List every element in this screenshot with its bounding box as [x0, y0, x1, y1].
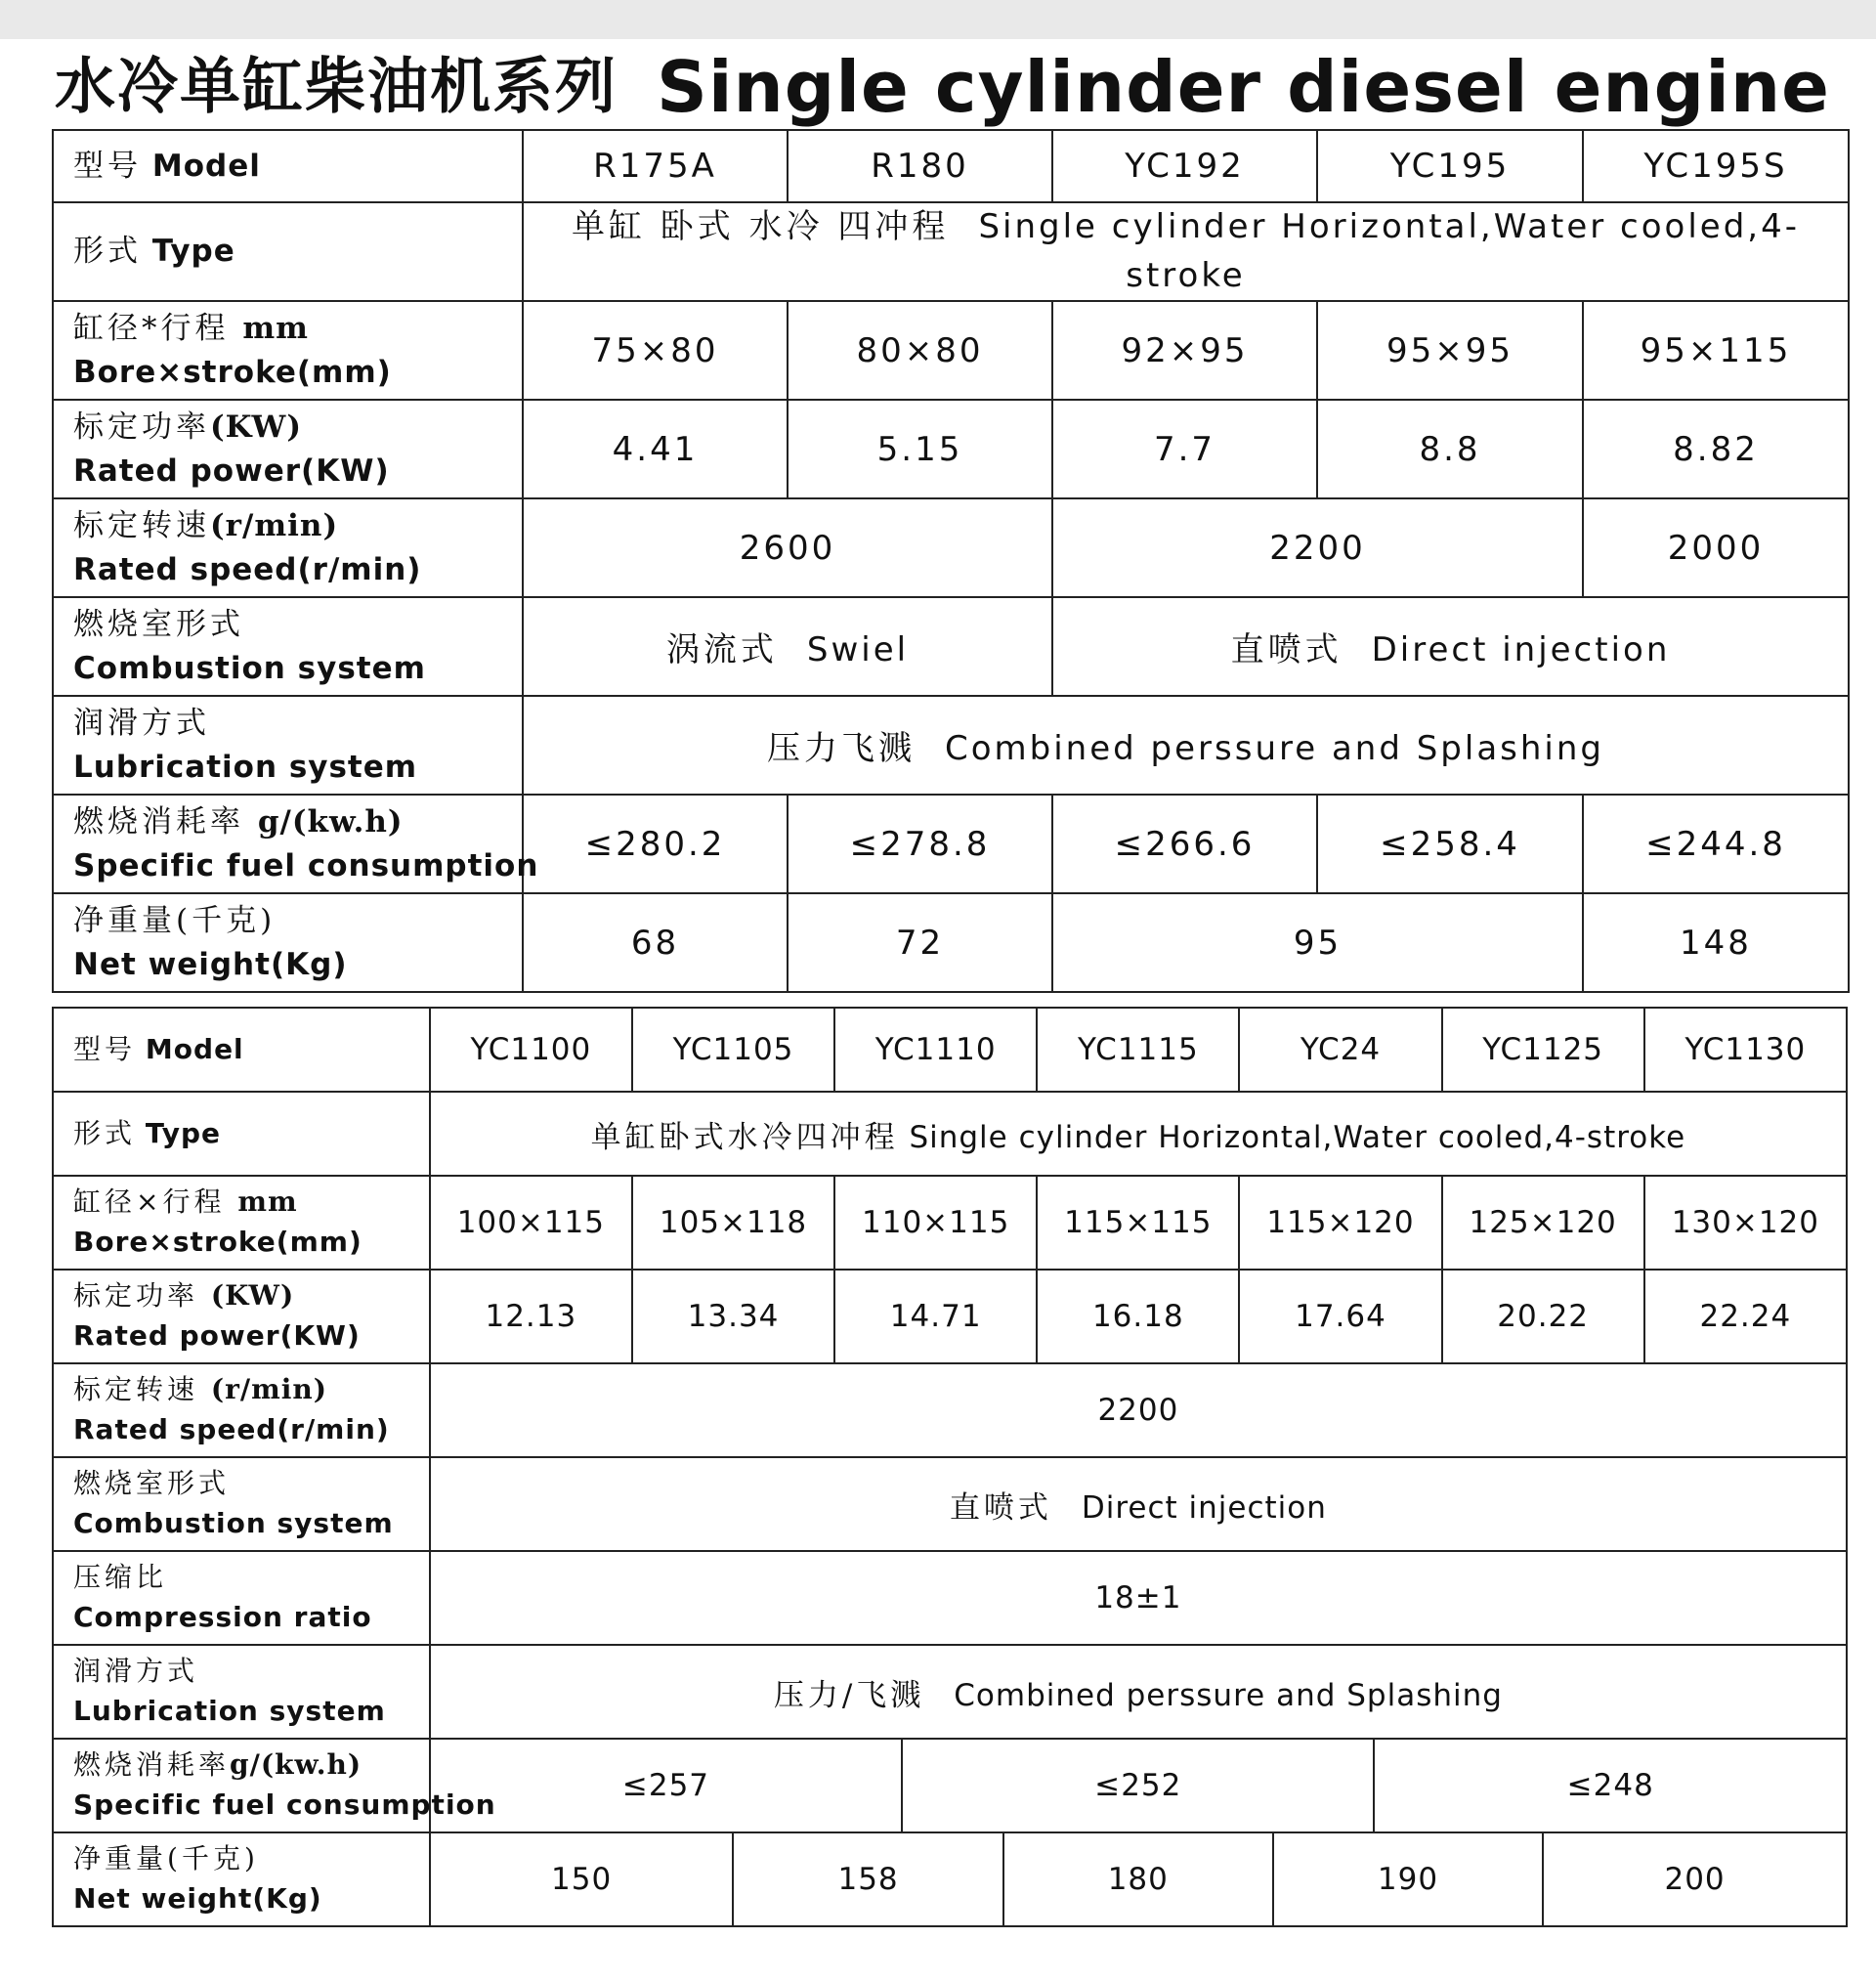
- combustion-cell: 直喷式 Direct injection: [430, 1457, 1847, 1551]
- power-cell: 4.41: [523, 400, 788, 498]
- model-cell: YC1110: [834, 1008, 1037, 1092]
- power-cell: 14.71: [834, 1270, 1037, 1363]
- fuel-cell: ≤248: [1374, 1739, 1847, 1832]
- table-row-bore: [53, 301, 1849, 400]
- power-cell: 17.64: [1239, 1270, 1441, 1363]
- table-row-lubrication: [53, 696, 1849, 795]
- row-label-type: 形式 Type: [53, 1092, 430, 1176]
- power-cell: 13.34: [632, 1270, 834, 1363]
- model-cell: YC195S: [1583, 130, 1849, 202]
- bore-cell: 115×115: [1037, 1176, 1239, 1270]
- model-cell: YC192: [1052, 130, 1317, 202]
- table-row-speed: [53, 1363, 1847, 1457]
- row-label-type: 形式 Type: [53, 202, 523, 301]
- bore-cell: 105×118: [632, 1176, 834, 1270]
- table-row-weight: [53, 893, 1849, 992]
- table-row-weight: [53, 1832, 1847, 1926]
- fuel-cell: ≤280.2: [523, 795, 788, 893]
- power-cell: 22.24: [1644, 1270, 1847, 1363]
- speed-cell: 2200: [1052, 498, 1583, 597]
- speed-cell: 2000: [1583, 498, 1849, 597]
- table-row-fuel: [53, 1739, 1847, 1832]
- fuel-cell: ≤266.6: [1052, 795, 1317, 893]
- bore-cell: 130×120: [1644, 1176, 1847, 1270]
- table-row-speed: [53, 498, 1849, 597]
- table-row-model: [53, 1008, 1847, 1092]
- table-row-compression: [53, 1551, 1847, 1645]
- title-cn: 水冷单缸柴油机系列: [55, 50, 618, 122]
- model-cell: YC1100: [430, 1008, 632, 1092]
- table-row-type: [53, 1092, 1847, 1176]
- bore-cell: 95×115: [1583, 301, 1849, 400]
- table-row-combustion: [53, 1457, 1847, 1551]
- page-title: [55, 37, 1830, 135]
- type-value: 单缸卧式水冷四冲程 Single cylinder Horizontal,Water cooled,4-stroke: [430, 1092, 1847, 1176]
- table-row-lubrication: [53, 1645, 1847, 1739]
- row-label-bore: 缸径×行程 mm Bore×stroke(mm): [53, 1176, 430, 1270]
- model-cell: R180: [788, 130, 1052, 202]
- weight-cell: 200: [1543, 1832, 1847, 1926]
- bore-cell: 95×95: [1317, 301, 1583, 400]
- spec-table-1: [52, 129, 1850, 993]
- row-label-lubrication: 润滑方式 Lubrication system: [53, 1645, 430, 1739]
- model-cell: R175A: [523, 130, 788, 202]
- model-cell: YC1105: [632, 1008, 834, 1092]
- weight-cell: 150: [430, 1832, 734, 1926]
- speed-cell: 2600: [523, 498, 1052, 597]
- row-label-combustion: 燃烧室形式 Combustion system: [53, 597, 523, 696]
- combustion-cell: 直喷式 Direct injection: [1052, 597, 1849, 696]
- fuel-cell: ≤252: [902, 1739, 1374, 1832]
- table-row-combustion: [53, 597, 1849, 696]
- bore-cell: 115×120: [1239, 1176, 1441, 1270]
- power-cell: 16.18: [1037, 1270, 1239, 1363]
- model-cell: YC1125: [1442, 1008, 1644, 1092]
- type-value: 单缸 卧式 水冷 四冲程 Single cylinder Horizontal,Water cooled,4-stroke: [523, 202, 1849, 301]
- row-label-weight: 净重量(千克) Net weight(Kg): [53, 1832, 430, 1926]
- spec-table-2: [52, 1007, 1848, 1927]
- row-label-combustion: 燃烧室形式 Combustion system: [53, 1457, 430, 1551]
- weight-cell: 148: [1583, 893, 1849, 992]
- bore-cell: 100×115: [430, 1176, 632, 1270]
- model-cell: YC1130: [1644, 1008, 1847, 1092]
- row-label-model: 型号 Model: [53, 1008, 430, 1092]
- row-label-speed: 标定转速(r/min) Rated speed(r/min): [53, 498, 523, 597]
- speed-cell: 2200: [430, 1363, 1847, 1457]
- bore-cell: 125×120: [1442, 1176, 1644, 1270]
- power-cell: 12.13: [430, 1270, 632, 1363]
- row-label-speed: 标定转速 (r/min) Rated speed(r/min): [53, 1363, 430, 1457]
- table-row-type: [53, 202, 1849, 301]
- row-label-power: 标定功率(KW) Rated power(KW): [53, 400, 523, 498]
- table-row-power: [53, 1270, 1847, 1363]
- row-label-weight: 净重量(千克) Net weight(Kg): [53, 893, 523, 992]
- table-row-model: [53, 130, 1849, 202]
- model-cell: YC195: [1317, 130, 1583, 202]
- weight-cell: 158: [733, 1832, 1002, 1926]
- row-label-model: 型号 Model: [53, 130, 523, 202]
- bore-cell: 75×80: [523, 301, 788, 400]
- table-row-power: [53, 400, 1849, 498]
- combustion-cell: 涡流式 Swiel: [523, 597, 1052, 696]
- fuel-cell: ≤257: [430, 1739, 902, 1832]
- row-label-compression: 压缩比 Compression ratio: [53, 1551, 430, 1645]
- compression-cell: 18±1: [430, 1551, 1847, 1645]
- fuel-cell: ≤244.8: [1583, 795, 1849, 893]
- lubrication-cell: 压力/飞溅 Combined perssure and Splashing: [430, 1645, 1847, 1739]
- lubrication-cell: 压力飞溅 Combined perssure and Splashing: [523, 696, 1849, 795]
- model-cell: YC1115: [1037, 1008, 1239, 1092]
- table-row-fuel: [53, 795, 1849, 893]
- title-en: Single cylinder diesel engine: [657, 45, 1830, 128]
- row-label-lubrication: 润滑方式 Lubrication system: [53, 696, 523, 795]
- power-cell: 8.82: [1583, 400, 1849, 498]
- bore-cell: 110×115: [834, 1176, 1037, 1270]
- row-label-power: 标定功率 (KW) Rated power(KW): [53, 1270, 430, 1363]
- top-bar: [0, 0, 1876, 39]
- weight-cell: 180: [1003, 1832, 1273, 1926]
- weight-cell: 95: [1052, 893, 1583, 992]
- bore-cell: 80×80: [788, 301, 1052, 400]
- power-cell: 5.15: [788, 400, 1052, 498]
- fuel-cell: ≤258.4: [1317, 795, 1583, 893]
- row-label-bore: 缸径*行程 mm Bore×stroke(mm): [53, 301, 523, 400]
- row-label-fuel: 燃烧消耗率 g/(kw.h) Specific fuel consumption: [53, 795, 523, 893]
- table-row-bore: [53, 1176, 1847, 1270]
- model-cell: YC24: [1239, 1008, 1441, 1092]
- power-cell: 20.22: [1442, 1270, 1644, 1363]
- row-label-fuel: 燃烧消耗率g/(kw.h) Specific fuel consumption: [53, 1739, 430, 1832]
- power-cell: 8.8: [1317, 400, 1583, 498]
- fuel-cell: ≤278.8: [788, 795, 1052, 893]
- bore-cell: 92×95: [1052, 301, 1317, 400]
- power-cell: 7.7: [1052, 400, 1317, 498]
- weight-cell: 72: [788, 893, 1052, 992]
- weight-cell: 68: [523, 893, 788, 992]
- weight-cell: 190: [1273, 1832, 1543, 1926]
